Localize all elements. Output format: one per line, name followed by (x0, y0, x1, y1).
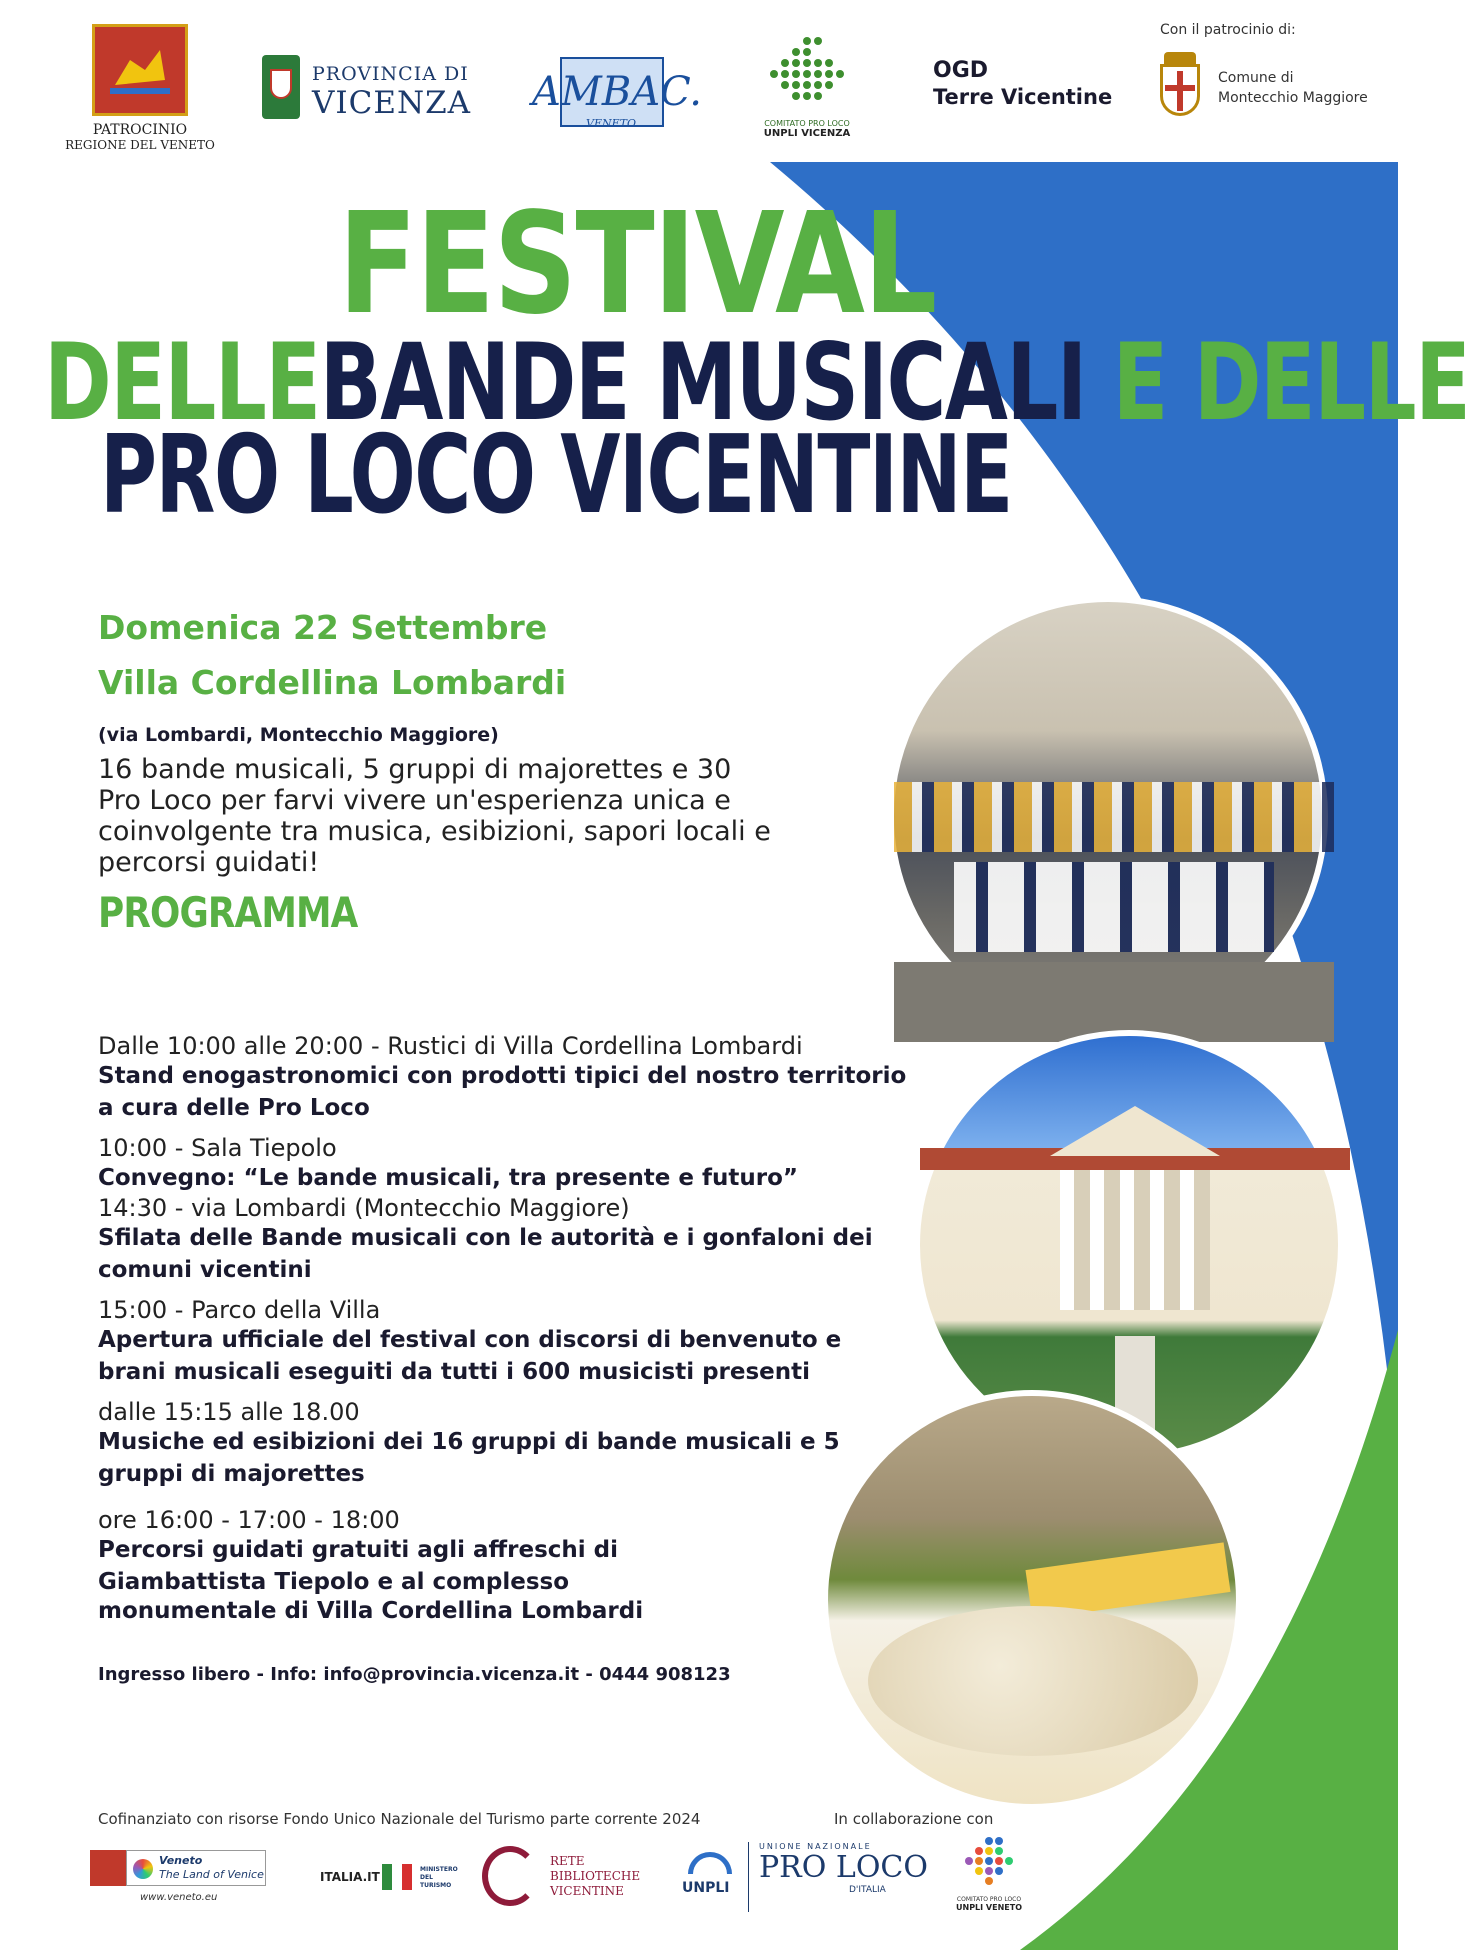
title-pro-loco: PRO LOCO VICENTINE (100, 413, 1012, 538)
unpli-logo (682, 1852, 742, 1912)
event-date: Domenica 22 Settembre (98, 608, 548, 647)
description-line: percorsi guidati! (98, 847, 320, 878)
unpli-vicenza-line1: COMITATO PRO LOCO (764, 119, 850, 128)
program-desc: Sfilata delle Bande musicali con le autorità e i gonfaloni dei (98, 1225, 873, 1251)
unpli-veneto-line1: COMITATO PRO LOCO (956, 1896, 1022, 1903)
ambac-logo (532, 55, 707, 135)
provincia-line2: VICENZA (312, 85, 472, 121)
unpli-vicenza-line2: UNPLI VICENZA (763, 128, 851, 139)
collaborazione-text: In collaborazione con (834, 1810, 994, 1828)
program-item (98, 1398, 878, 1490)
unpli-vicenza-logo (762, 35, 862, 140)
program-time: 15:00 - Parco della Villa (98, 1296, 381, 1324)
program-desc: gruppi di majorettes (98, 1461, 365, 1487)
dots-grid-icon (762, 35, 852, 115)
program-item (98, 1032, 907, 1124)
info-line: Ingresso libero - Info: info@provincia.vicenza.it - 0444 908123 (98, 1664, 731, 1685)
lion-shield-icon (92, 24, 188, 116)
band-photo (888, 596, 1328, 1036)
title-bande-musicali: BANDE MUSICALI (319, 321, 1086, 444)
program-desc: a cura delle Pro Loco (98, 1095, 370, 1121)
ogd-logo (933, 58, 1112, 109)
ministero-label: MINISTERO DEL TURISMO (420, 1866, 458, 1889)
program-time: dalle 15:15 alle 18.00 (98, 1398, 360, 1426)
veneto-line1: Veneto (159, 1854, 203, 1867)
title-festival: FESTIVAL (338, 183, 936, 346)
program-time: 10:00 - Sala Tiepolo (98, 1134, 337, 1162)
program-time: ore 16:00 - 17:00 - 18:00 (98, 1506, 400, 1534)
ambac-text: AMBAC. (532, 69, 703, 115)
cofinanziato-text: Cofinanziato con risorse Fondo Unico Nazionale del Turismo parte corrente 2024 (98, 1810, 701, 1828)
description-line: coinvolgente tra musica, esibizioni, sapori locali e (98, 816, 771, 847)
regione-line2: REGIONE DEL VENETO (65, 138, 215, 152)
ambac-sub: VENETO (586, 117, 636, 130)
title-delle: DELLE (44, 321, 320, 444)
unpli-veneto-line2: UNPLI VENETO (956, 1903, 1022, 1912)
comune-line2: Montecchio Maggiore (1218, 90, 1368, 106)
proloco-sub: D'ITALIA (849, 1885, 886, 1895)
program-desc: brani musicali eseguiti da tutti i 600 musicisti presenti (98, 1359, 811, 1385)
provincia-line1: PROVINCIA DI (312, 63, 469, 85)
program-time: Dalle 10:00 alle 20:00 - Rustici di Villa Cordellina Lombardi (98, 1032, 803, 1060)
biblioteche-line3: VICENTINE (550, 1884, 624, 1898)
event-venue: Villa Cordellina Lombardi (98, 663, 567, 702)
italia-logo (320, 1864, 460, 1894)
proloco-logo (748, 1842, 928, 1912)
event-description (98, 754, 771, 878)
program-item (98, 1134, 878, 1194)
villa-photo (914, 1030, 1344, 1460)
italia-label: ITALIA.IT (320, 1870, 380, 1884)
italy-flag-icon (382, 1864, 412, 1890)
regione-veneto-logo (60, 24, 220, 159)
program-time: 14:30 - via Lombardi (Montecchio Maggiore) (98, 1194, 630, 1222)
provincia-shield-icon (262, 55, 300, 119)
veneto-star-icon (133, 1859, 153, 1879)
biblioteche-line1: RETE (550, 1854, 585, 1868)
program-item (98, 1506, 878, 1624)
regione-line1: PATROCINIO (92, 122, 188, 138)
patrocinio-label: Con il patrocinio di: (1160, 22, 1296, 38)
program-desc: Apertura ufficiale del festival con discorsi di benvenuto e (98, 1327, 842, 1353)
program-desc: Stand enogastronomici con prodotti tipici del nostro territorio (98, 1063, 907, 1089)
description-line: Pro Loco per farvi vivere un'esperienza unica e (98, 785, 731, 816)
program-desc: Musiche ed esibizioni dei 16 gruppi di bande musicali e 5 (98, 1429, 840, 1455)
ogd-line2: Terre Vicentine (933, 85, 1113, 109)
program-desc: Convegno: “Le bande musicali, tra presente e futuro” (98, 1165, 799, 1191)
comune-crest-icon (1158, 52, 1202, 120)
comune-logo (1158, 52, 1388, 122)
program-desc: comuni vicentini (98, 1257, 312, 1283)
unpli-rainbow-icon (688, 1852, 732, 1874)
comune-line1: Comune di (1218, 70, 1294, 86)
ogd-line1: OGD (933, 58, 989, 83)
veneto-line2: The Land of Venice (159, 1868, 264, 1881)
biblioteche-line2: BIBLIOTECHE (550, 1869, 641, 1883)
proloco-top: UNIONE NAZIONALE (759, 1842, 872, 1851)
proloco-main: PRO LOCO (759, 1850, 928, 1885)
colored-dots-icon (954, 1836, 1024, 1892)
veneto-url: www.veneto.eu (140, 1892, 218, 1903)
program-desc: monumentale di Villa Cordellina Lombardi (98, 1598, 644, 1624)
unpli-label: UNPLI (682, 1880, 730, 1896)
provincia-vicenza-logo (262, 55, 477, 125)
description-line: 16 bande musicali, 5 gruppi di majorettes e 30 (98, 754, 732, 785)
food-photo (822, 1390, 1242, 1810)
program-item (98, 1296, 878, 1388)
program-heading: PROGRAMMA (98, 888, 358, 937)
program-list (98, 1032, 907, 1624)
program-desc: Giambattista Tiepolo e al complesso (98, 1569, 569, 1595)
unpli-veneto-logo (954, 1836, 1034, 1916)
biblioteche-logo (482, 1846, 652, 1910)
veneto-logo (90, 1850, 280, 1910)
title-e-delle: E DELLE (1112, 321, 1469, 444)
program-item (98, 1194, 878, 1286)
biblioteche-ring-icon (482, 1846, 538, 1906)
event-address: (via Lombardi, Montecchio Maggiore) (98, 724, 499, 746)
program-desc: Percorsi guidati gratuiti agli affreschi di (98, 1537, 619, 1563)
